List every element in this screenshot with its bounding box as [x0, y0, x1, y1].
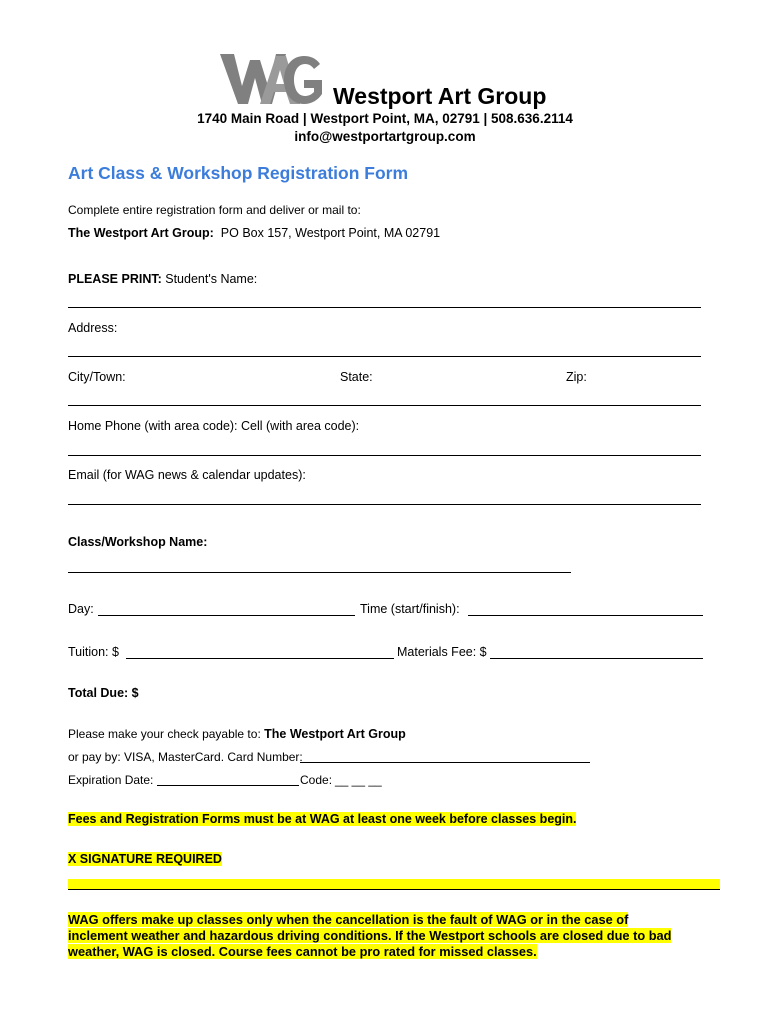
makeup-note-line-2: inclement weather and hazardous driving conditions. If the Westport schools are closed due to bad [68, 928, 672, 943]
form-title: Art Class & Workshop Registration Form [68, 163, 409, 183]
mail-to-line [68, 226, 440, 240]
makeup-note-line-1: WAG offers make up classes only when the cancellation is the fault of WAG or in the case of [68, 912, 629, 927]
please-print-label: PLEASE PRINT: [68, 272, 162, 286]
materials-field[interactable] [490, 658, 703, 659]
fees-notice [68, 812, 576, 826]
zip-label: Zip: [566, 370, 587, 384]
card-label: or pay by: VISA, MasterCard. Card Number: [68, 750, 303, 764]
wag-logo-icon [220, 50, 330, 108]
materials-label: Materials Fee: $ [397, 645, 487, 659]
header-logo [220, 50, 580, 110]
signature-heading [68, 852, 222, 866]
signature-label: X SIGNATURE REQUIRED [68, 852, 222, 866]
tuition-field[interactable] [126, 658, 394, 659]
mail-to-label: The Westport Art Group: [68, 226, 214, 240]
email-label: Email (for WAG news & calendar updates): [68, 468, 306, 482]
time-field[interactable] [468, 615, 703, 616]
code-field[interactable]: __ __ __ [335, 773, 382, 787]
city-label: City/Town: [68, 370, 126, 384]
class-name-label: Class/Workshop Name: [68, 535, 208, 549]
payable-text: Please make your check payable to: [68, 727, 261, 741]
card-number-field[interactable] [300, 762, 590, 763]
code-label: Code: [300, 773, 333, 787]
payable-line [68, 727, 406, 741]
email-field[interactable] [68, 504, 701, 505]
expiration-label: Expiration Date: [68, 773, 154, 787]
time-label: Time (start/finish): [360, 602, 460, 616]
fees-notice-text: Fees and Registration Forms must be at WAG at least one week before classes begin. [68, 812, 577, 826]
state-label: State: [340, 370, 373, 384]
total-due-label: Total Due: $ [68, 686, 139, 700]
org-email: info@westportartgroup.com [294, 129, 476, 144]
day-field[interactable] [98, 615, 355, 616]
address-label: Address: [68, 321, 118, 335]
tuition-label: Tuition: $ [68, 645, 119, 659]
payable-to: The Westport Art Group [264, 727, 406, 741]
phone-label: Home Phone (with area code): Cell (with area code): [68, 419, 360, 433]
signature-field[interactable] [68, 879, 720, 890]
intro-text: Complete entire registration form and deliver or mail to: [68, 203, 361, 217]
student-name-row [68, 272, 257, 286]
mail-to-address: PO Box 157, Westport Point, MA 02791 [220, 226, 441, 240]
org-name: Westport Art Group [333, 83, 547, 109]
makeup-note [68, 912, 718, 960]
address-field[interactable] [68, 356, 701, 357]
class-name-field[interactable] [68, 572, 571, 573]
phone-field[interactable] [68, 455, 701, 456]
makeup-note-line-3: weather, WAG is closed. Course fees cannot be pro rated for missed classes. [68, 944, 537, 959]
org-address: 1740 Main Road | Westport Point, MA, 02791 | 508.636.2114 [197, 111, 573, 126]
day-label: Day: [68, 602, 94, 616]
expiration-field[interactable] [157, 785, 299, 786]
city-state-zip-field[interactable] [68, 405, 701, 406]
student-name-field[interactable] [68, 307, 701, 308]
student-name-label: Student's Name: [165, 272, 258, 286]
